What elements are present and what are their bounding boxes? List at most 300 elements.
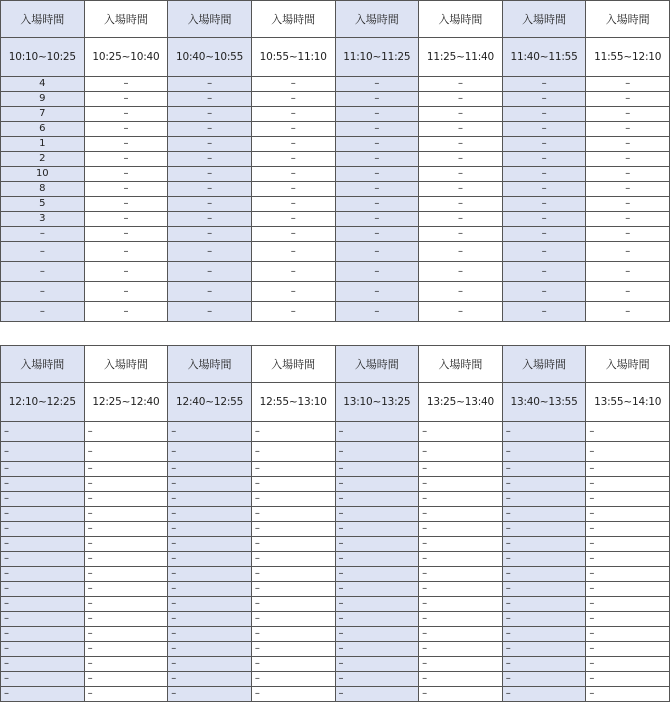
table-cell: – xyxy=(168,642,252,657)
table-cell: – xyxy=(84,612,168,627)
table-cell: – xyxy=(251,227,335,242)
table-row xyxy=(1,422,670,442)
table-cell: – xyxy=(502,687,586,702)
table-cell: – xyxy=(168,107,252,122)
table-cell: – xyxy=(84,522,168,537)
header-cell: 入場時間 xyxy=(84,1,168,38)
time-slot-cell: 11:40~11:55 xyxy=(502,38,586,77)
table-cell: – xyxy=(335,167,419,182)
table-cell: – xyxy=(84,567,168,582)
table-cell: – xyxy=(502,627,586,642)
table-cell: – xyxy=(251,537,335,552)
table-cell: – xyxy=(586,92,670,107)
table-row xyxy=(1,597,670,612)
table-cell: – xyxy=(586,672,670,687)
table-cell: – xyxy=(586,262,670,282)
group-number-cell: – xyxy=(1,282,85,302)
group-number-cell: – xyxy=(1,627,85,642)
table-row xyxy=(1,167,670,182)
table-cell: – xyxy=(335,422,419,442)
group-number-cell: – xyxy=(1,227,85,242)
time-slot-cell: 12:55~13:10 xyxy=(251,383,335,422)
table-cell: – xyxy=(419,627,503,642)
table-row xyxy=(1,552,670,567)
table-cell: – xyxy=(335,627,419,642)
table-cell: – xyxy=(251,657,335,672)
table-cell: – xyxy=(419,137,503,152)
header-cell: 入場時間 xyxy=(251,346,335,383)
table-cell: – xyxy=(168,552,252,567)
table-cell: – xyxy=(335,302,419,322)
table-cell: – xyxy=(502,582,586,597)
header-cell: 入場時間 xyxy=(168,346,252,383)
table-cell: – xyxy=(84,672,168,687)
group-number-cell: 7 xyxy=(1,107,85,122)
table-cell: – xyxy=(335,282,419,302)
table-cell: – xyxy=(335,477,419,492)
table-cell: – xyxy=(335,657,419,672)
table-cell: – xyxy=(502,462,586,477)
group-number-cell: 9 xyxy=(1,92,85,107)
table-cell: – xyxy=(419,122,503,137)
table-cell: – xyxy=(419,197,503,212)
table-cell: – xyxy=(419,182,503,197)
table-cell: – xyxy=(502,152,586,167)
table-cell: – xyxy=(335,242,419,262)
table-cell: – xyxy=(502,507,586,522)
table-cell: – xyxy=(335,582,419,597)
header-cell: 入場時間 xyxy=(335,346,419,383)
table-cell: – xyxy=(586,462,670,477)
table-cell: – xyxy=(251,137,335,152)
table-cell: – xyxy=(419,442,503,462)
table-cell: – xyxy=(586,507,670,522)
group-number-cell: – xyxy=(1,462,85,477)
table-cell: – xyxy=(84,227,168,242)
group-number-cell: – xyxy=(1,442,85,462)
table-cell: – xyxy=(84,687,168,702)
time-slot-row xyxy=(1,38,670,77)
table-cell: – xyxy=(419,262,503,282)
table-cell: – xyxy=(419,687,503,702)
table-cell: – xyxy=(84,107,168,122)
table-row xyxy=(1,477,670,492)
table-cell: – xyxy=(168,627,252,642)
table-cell: – xyxy=(84,422,168,442)
table-cell: – xyxy=(84,262,168,282)
table-cell: – xyxy=(419,672,503,687)
table-cell: – xyxy=(502,182,586,197)
table-cell: – xyxy=(419,77,503,92)
table-cell: – xyxy=(586,122,670,137)
table-cell: – xyxy=(586,77,670,92)
group-number-cell: – xyxy=(1,642,85,657)
table-cell: – xyxy=(586,107,670,122)
table-cell: – xyxy=(251,552,335,567)
table-cell: – xyxy=(168,422,252,442)
table-cell: – xyxy=(251,492,335,507)
table-cell: – xyxy=(335,92,419,107)
group-number-cell: 8 xyxy=(1,182,85,197)
table-cell: – xyxy=(586,167,670,182)
table-cell: – xyxy=(502,242,586,262)
group-number-cell: – xyxy=(1,567,85,582)
table-cell: – xyxy=(419,242,503,262)
group-number-cell: – xyxy=(1,477,85,492)
table-cell: – xyxy=(335,107,419,122)
table-row xyxy=(1,537,670,552)
group-number-cell: – xyxy=(1,597,85,612)
header-cell: 入場時間 xyxy=(168,1,252,38)
table-cell: – xyxy=(502,262,586,282)
table-cell: – xyxy=(502,167,586,182)
table-cell: – xyxy=(84,92,168,107)
header-row xyxy=(1,1,670,38)
group-number-cell: – xyxy=(1,657,85,672)
table-cell: – xyxy=(251,422,335,442)
group-number-cell: – xyxy=(1,492,85,507)
header-cell: 入場時間 xyxy=(84,346,168,383)
table-cell: – xyxy=(335,122,419,137)
table-cell: – xyxy=(84,462,168,477)
table-row xyxy=(1,672,670,687)
group-number-cell: – xyxy=(1,522,85,537)
table-cell: – xyxy=(251,507,335,522)
table-cell: – xyxy=(335,552,419,567)
time-slot-cell: 11:10~11:25 xyxy=(335,38,419,77)
table-cell: – xyxy=(168,182,252,197)
table-cell: – xyxy=(251,242,335,262)
table-cell: – xyxy=(168,77,252,92)
table-cell: – xyxy=(586,567,670,582)
table-cell: – xyxy=(84,212,168,227)
table-cell: – xyxy=(251,182,335,197)
table-cell: – xyxy=(251,262,335,282)
table-cell: – xyxy=(251,442,335,462)
table-row xyxy=(1,492,670,507)
table-row xyxy=(1,687,670,702)
table-cell: – xyxy=(84,167,168,182)
table-cell: – xyxy=(419,657,503,672)
table-cell: – xyxy=(168,167,252,182)
table-row xyxy=(1,282,670,302)
table-cell: – xyxy=(84,152,168,167)
table-cell: – xyxy=(84,242,168,262)
table-cell: – xyxy=(502,122,586,137)
table-cell: – xyxy=(84,442,168,462)
time-slot-cell: 10:25~10:40 xyxy=(84,38,168,77)
time-slot-cell: 13:25~13:40 xyxy=(419,383,503,422)
table-cell: – xyxy=(168,227,252,242)
table-cell: – xyxy=(419,537,503,552)
table-row xyxy=(1,182,670,197)
time-slot-row xyxy=(1,383,670,422)
table-cell: – xyxy=(586,537,670,552)
group-number-cell: – xyxy=(1,582,85,597)
table-cell: – xyxy=(168,122,252,137)
table-cell: – xyxy=(419,507,503,522)
table-cell: – xyxy=(502,442,586,462)
table-cell: – xyxy=(586,492,670,507)
table-cell: – xyxy=(502,422,586,442)
table-cell: – xyxy=(168,537,252,552)
table-cell: – xyxy=(84,537,168,552)
table-cell: – xyxy=(502,477,586,492)
table-cell: – xyxy=(84,137,168,152)
table-cell: – xyxy=(251,212,335,227)
table-cell: – xyxy=(502,537,586,552)
table-cell: – xyxy=(586,182,670,197)
table-cell: – xyxy=(335,492,419,507)
time-slot-cell: 13:10~13:25 xyxy=(335,383,419,422)
table-cell: – xyxy=(586,627,670,642)
table-cell: – xyxy=(168,212,252,227)
group-number-cell: 5 xyxy=(1,197,85,212)
table-cell: – xyxy=(335,152,419,167)
table-cell: – xyxy=(419,612,503,627)
table-cell: – xyxy=(502,282,586,302)
table-row xyxy=(1,262,670,282)
time-slot-cell: 10:10~10:25 xyxy=(1,38,85,77)
table-cell: – xyxy=(84,552,168,567)
table-cell: – xyxy=(586,302,670,322)
table-cell: – xyxy=(251,197,335,212)
table-cell: – xyxy=(586,422,670,442)
table-cell: – xyxy=(586,687,670,702)
table-cell: – xyxy=(84,492,168,507)
table-cell: – xyxy=(586,442,670,462)
table-cell: – xyxy=(335,137,419,152)
header-cell: 入場時間 xyxy=(419,346,503,383)
schedule-table-2 xyxy=(0,345,670,702)
table-cell: – xyxy=(586,477,670,492)
table-cell: – xyxy=(251,567,335,582)
table-cell: – xyxy=(84,477,168,492)
table-cell: – xyxy=(419,522,503,537)
table-row xyxy=(1,197,670,212)
table-cell: – xyxy=(335,687,419,702)
table-cell: – xyxy=(502,302,586,322)
group-number-cell: 3 xyxy=(1,212,85,227)
table-cell: – xyxy=(84,122,168,137)
header-cell: 入場時間 xyxy=(335,1,419,38)
table-cell: – xyxy=(586,522,670,537)
table-cell: – xyxy=(419,92,503,107)
table-cell: – xyxy=(335,567,419,582)
table-cell: – xyxy=(251,167,335,182)
group-number-cell: – xyxy=(1,672,85,687)
group-number-cell: 2 xyxy=(1,152,85,167)
table-cell: – xyxy=(84,597,168,612)
table-cell: – xyxy=(335,227,419,242)
header-cell: 入場時間 xyxy=(1,346,85,383)
table-cell: – xyxy=(251,627,335,642)
table-cell: – xyxy=(168,672,252,687)
table-cell: – xyxy=(84,197,168,212)
table-row xyxy=(1,642,670,657)
table-cell: – xyxy=(84,182,168,197)
header-cell: 入場時間 xyxy=(586,1,670,38)
table-cell: – xyxy=(251,462,335,477)
table-row xyxy=(1,612,670,627)
table-cell: – xyxy=(84,627,168,642)
table-cell: – xyxy=(84,77,168,92)
table-row xyxy=(1,567,670,582)
group-number-cell: 6 xyxy=(1,122,85,137)
table-cell: – xyxy=(419,552,503,567)
time-slot-cell: 10:55~11:10 xyxy=(251,38,335,77)
table-row xyxy=(1,137,670,152)
table-cell: – xyxy=(335,442,419,462)
table-cell: – xyxy=(502,107,586,122)
table-cell: – xyxy=(419,282,503,302)
table-cell: – xyxy=(502,227,586,242)
table-cell: – xyxy=(168,522,252,537)
table-cell: – xyxy=(335,522,419,537)
table-cell: – xyxy=(168,152,252,167)
table-cell: – xyxy=(502,612,586,627)
header-cell: 入場時間 xyxy=(586,346,670,383)
group-number-cell: – xyxy=(1,552,85,567)
table-cell: – xyxy=(335,77,419,92)
table-cell: – xyxy=(502,212,586,227)
time-slot-cell: 11:55~12:10 xyxy=(586,38,670,77)
table-cell: – xyxy=(168,262,252,282)
table-row xyxy=(1,212,670,227)
group-number-cell: 4 xyxy=(1,77,85,92)
table-row xyxy=(1,442,670,462)
table-cell: – xyxy=(419,152,503,167)
group-number-cell: – xyxy=(1,507,85,522)
group-number-cell: 1 xyxy=(1,137,85,152)
table-cell: – xyxy=(586,642,670,657)
table-row xyxy=(1,77,670,92)
table-cell: – xyxy=(335,612,419,627)
table-cell: – xyxy=(586,612,670,627)
group-number-cell: – xyxy=(1,612,85,627)
table-cell: – xyxy=(586,227,670,242)
table-cell: – xyxy=(419,212,503,227)
table-cell: – xyxy=(419,107,503,122)
table-cell: – xyxy=(419,227,503,242)
header-row xyxy=(1,346,670,383)
table-row xyxy=(1,522,670,537)
table-cell: – xyxy=(502,92,586,107)
table-cell: – xyxy=(168,477,252,492)
table-cell: – xyxy=(419,462,503,477)
time-slot-cell: 13:40~13:55 xyxy=(502,383,586,422)
table-cell: – xyxy=(502,522,586,537)
table-row xyxy=(1,302,670,322)
table-cell: – xyxy=(419,597,503,612)
table-row xyxy=(1,107,670,122)
table-row xyxy=(1,582,670,597)
table-cell: – xyxy=(419,567,503,582)
table-cell: – xyxy=(502,642,586,657)
table-cell: – xyxy=(586,657,670,672)
table-row xyxy=(1,627,670,642)
table-cell: – xyxy=(335,182,419,197)
table-cell: – xyxy=(335,642,419,657)
table-cell: – xyxy=(502,197,586,212)
table-cell: – xyxy=(168,442,252,462)
table-cell: – xyxy=(335,537,419,552)
table-cell: – xyxy=(84,657,168,672)
table-cell: – xyxy=(502,552,586,567)
table-cell: – xyxy=(168,567,252,582)
table-cell: – xyxy=(502,672,586,687)
table-cell: – xyxy=(84,507,168,522)
group-number-cell: – xyxy=(1,687,85,702)
table-cell: – xyxy=(586,137,670,152)
table-cell: – xyxy=(251,642,335,657)
table-row xyxy=(1,227,670,242)
table-cell: – xyxy=(168,197,252,212)
time-slot-cell: 13:55~14:10 xyxy=(586,383,670,422)
table-cell: – xyxy=(586,582,670,597)
table-cell: – xyxy=(251,152,335,167)
table-cell: – xyxy=(502,77,586,92)
table-cell: – xyxy=(251,107,335,122)
table-row xyxy=(1,122,670,137)
group-number-cell: – xyxy=(1,262,85,282)
table-cell: – xyxy=(168,507,252,522)
table-cell: – xyxy=(251,612,335,627)
table-cell: – xyxy=(251,77,335,92)
table-cell: – xyxy=(419,167,503,182)
table-cell: – xyxy=(335,462,419,477)
table-cell: – xyxy=(168,302,252,322)
table-cell: – xyxy=(168,492,252,507)
table-cell: – xyxy=(502,597,586,612)
group-number-cell: – xyxy=(1,422,85,442)
group-number-cell: 10 xyxy=(1,167,85,182)
table-cell: – xyxy=(419,477,503,492)
table-row xyxy=(1,242,670,262)
table-cell: – xyxy=(586,152,670,167)
table-cell: – xyxy=(251,122,335,137)
table-cell: – xyxy=(251,477,335,492)
table-cell: – xyxy=(251,672,335,687)
schedule-table-1 xyxy=(0,0,670,322)
header-cell: 入場時間 xyxy=(251,1,335,38)
time-slot-cell: 12:25~12:40 xyxy=(84,383,168,422)
table-cell: – xyxy=(168,597,252,612)
table-cell: – xyxy=(84,302,168,322)
table-cell: – xyxy=(168,582,252,597)
table-cell: – xyxy=(335,597,419,612)
table-cell: – xyxy=(168,282,252,302)
group-number-cell: – xyxy=(1,537,85,552)
table-cell: – xyxy=(419,642,503,657)
table-cell: – xyxy=(168,612,252,627)
table-cell: – xyxy=(168,462,252,477)
table-cell: – xyxy=(251,92,335,107)
table-cell: – xyxy=(84,282,168,302)
table-cell: – xyxy=(419,492,503,507)
table-cell: – xyxy=(502,567,586,582)
table-cell: – xyxy=(335,197,419,212)
time-slot-cell: 12:40~12:55 xyxy=(168,383,252,422)
table-cell: – xyxy=(586,242,670,262)
table-row xyxy=(1,92,670,107)
table-cell: – xyxy=(502,137,586,152)
header-cell: 入場時間 xyxy=(502,346,586,383)
header-cell: 入場時間 xyxy=(502,1,586,38)
table-cell: – xyxy=(586,552,670,567)
table-cell: – xyxy=(168,687,252,702)
table-cell: – xyxy=(251,597,335,612)
